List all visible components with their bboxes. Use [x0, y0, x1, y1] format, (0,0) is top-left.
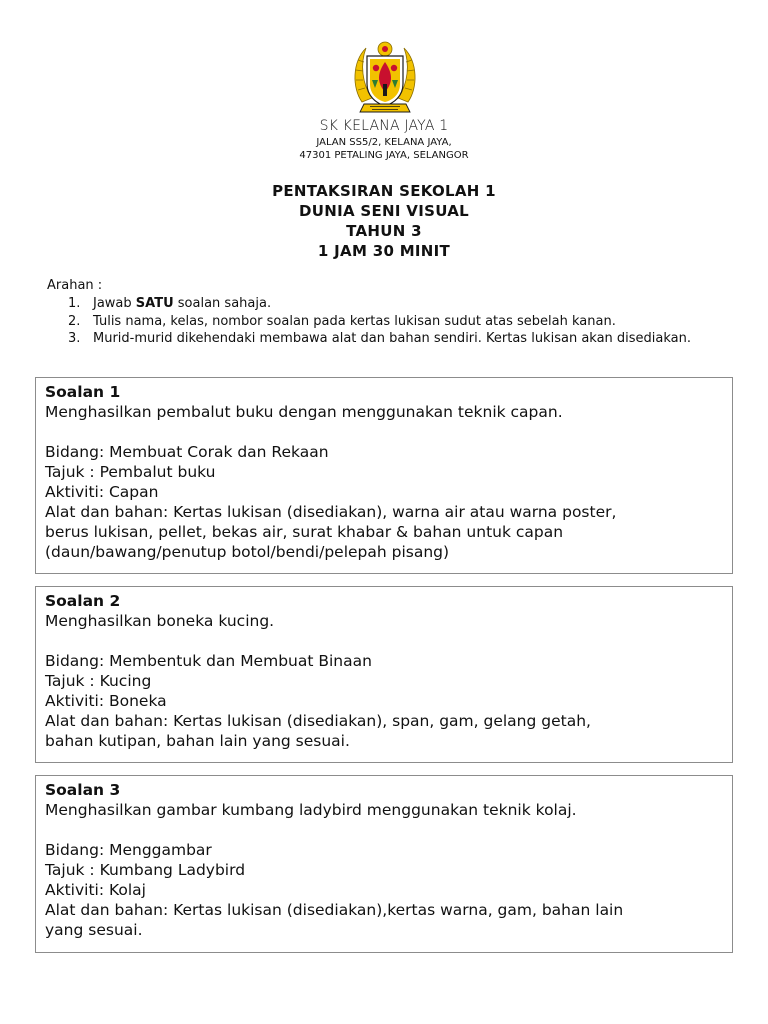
exam-title: PENTAKSIRAN SEKOLAH 1 — [272, 182, 496, 200]
question-tajuk: Tajuk : Pembalut buku — [45, 463, 216, 481]
instructions-heading: Arahan : — [47, 278, 103, 293]
question-aktiviti: Aktiviti: Kolaj — [45, 881, 146, 899]
question-materials-cont: bahan kutipan, bahan lain yang sesuai. — [45, 732, 350, 750]
question-task: Menghasilkan pembalut buku dengan menggunakan teknik capan. — [45, 403, 563, 421]
question-title: Soalan 2 — [45, 592, 121, 610]
question-materials: Alat dan bahan: Kertas lukisan (disediakan), warna air atau warna poster, — [45, 503, 617, 521]
question-task: Menghasilkan gambar kumbang ladybird menggunakan teknik kolaj. — [45, 801, 577, 819]
question-task: Menghasilkan boneka kucing. — [45, 612, 275, 630]
school-name: SK KELANA JAYA 1 — [319, 118, 449, 134]
exam-subject: DUNIA SENI VISUAL — [299, 202, 469, 220]
question-bidang: Bidang: Membentuk dan Membuat Binaan — [45, 652, 372, 670]
instruction-text: Tulis nama, kelas, nombor soalan pada kertas lukisan sudut atas sebelah kanan. — [93, 314, 616, 329]
question-bidang: Bidang: Menggambar — [45, 841, 212, 859]
question-aktiviti: Aktiviti: Boneka — [45, 692, 167, 710]
school-address-line1: JALAN SS5/2, KELANA JAYA, — [316, 137, 452, 148]
instruction-number: 3. — [68, 331, 81, 346]
instruction-text-pre: Jawab — [93, 296, 136, 311]
question-box-2 — [35, 586, 733, 763]
exam-duration: 1 JAM 30 MINIT — [317, 242, 451, 260]
question-title: Soalan 1 — [45, 383, 121, 401]
question-tajuk: Tajuk : Kumbang Ladybird — [45, 861, 246, 879]
school-address-line2: 47301 PETALING JAYA, SELANGOR — [299, 150, 469, 161]
question-box-1 — [35, 377, 733, 574]
question-materials-cont: berus lukisan, pellet, bekas air, surat khabar & bahan untuk capan — [45, 523, 564, 541]
question-materials-cont: yang sesuai. — [45, 921, 143, 939]
instruction-number: 1. — [68, 296, 81, 311]
instruction-number: 2. — [68, 314, 81, 329]
question-title: Soalan 3 — [45, 781, 121, 799]
question-materials: Alat dan bahan: Kertas lukisan (disediakan),kertas warna, gam, bahan lain — [45, 901, 624, 919]
question-bidang: Bidang: Membuat Corak dan Rekaan — [45, 443, 329, 461]
instruction-text — [93, 295, 733, 312]
instruction-text: Murid-murid dikehendaki membawa alat dan bahan sendiri. Kertas lukisan akan disediakan. — [93, 331, 692, 346]
question-aktiviti: Aktiviti: Capan — [45, 483, 159, 501]
question-materials: Alat dan bahan: Kertas lukisan (disediakan), span, gam, gelang getah, — [45, 712, 591, 730]
question-tajuk: Tajuk : Kucing — [45, 672, 152, 690]
instruction-emphasis: SATU — [135, 296, 174, 311]
school-crest-logo — [350, 40, 420, 116]
question-box-3 — [35, 775, 733, 953]
exam-year: TAHUN 3 — [346, 222, 422, 240]
question-materials-cont: (daun/bawang/penutup botol/bendi/pelepah pisang) — [45, 543, 450, 561]
instruction-text-post: soalan sahaja. — [173, 296, 272, 311]
